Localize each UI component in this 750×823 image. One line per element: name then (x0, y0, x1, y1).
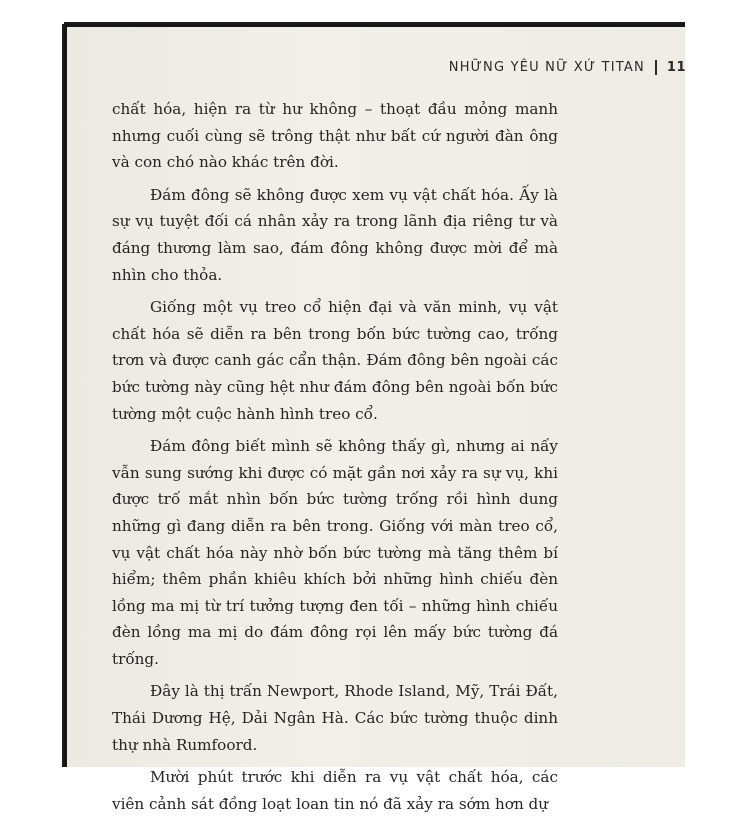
header-separator (655, 60, 657, 75)
paragraph: Đây là thị trấn Newport, Rhode Island, Mỹ, Trái Đất, Thái Dương Hệ, Dải Ngân Hà. Các bức tường thuộc dinh thự nhà Rumfoord. (112, 682, 558, 754)
body-text (112, 96, 558, 823)
paragraph-continued: chất hóa, hiện ra từ hư không – thoạt đầu mỏng manh nhưng cuối cùng sẽ trông thật như bất cứ người đàn ông và con chó nào khác trên đời. (112, 100, 558, 172)
page-number: 11 (666, 60, 686, 75)
paragraph: Mười phút trước khi diễn ra vụ vật chất hóa, các viên cảnh sát đồng loạt loan tin nó đã xảy ra sớm hơn dự (112, 768, 558, 813)
running-head (449, 60, 686, 75)
book-title: NHỮNG YÊU NỮ XỨ TITAN (448, 60, 645, 75)
paragraph: Giống một vụ treo cổ hiện đại và văn minh, vụ vật chất hóa sẽ diễn ra bên trong bốn bức tường cao, trống trơn và được canh gác cẩn thận. Đám đông bên ngoài các bức tường này cũng hệt như đám đông bên ngoài bốn bức tường một cuộc hành hình treo cổ. (112, 298, 558, 423)
paragraph: Đám đông sẽ không được xem vụ vật chất hóa. Ấy là sự vụ tuyệt đối cá nhân xảy ra trong lãnh địa riêng tư và đáng thương làm sao, đám đông không được mời để mà nhìn cho thỏa. (112, 185, 558, 284)
paragraph: Đám đông biết mình sẽ không thấy gì, nhưng ai nấy vẫn sung sướng khi được có mặt gần nơi xảy ra sự vụ, khi được trố mắt nhìn bốn bức tường trống rồi hình dung những gì đang diễn ra bên trong. Giống với màn treo cổ, vụ vật chất hóa này nhờ bốn bức tường mà tăng thêm bí hiểm; thêm phần khiêu khích bởi những hình chiếu đèn lồng ma mị từ trí tưởng tượng đen tối – những hình chiếu đèn lồng ma mị do đám đông rọi lên mấy bức tường đá trống. (112, 437, 558, 668)
